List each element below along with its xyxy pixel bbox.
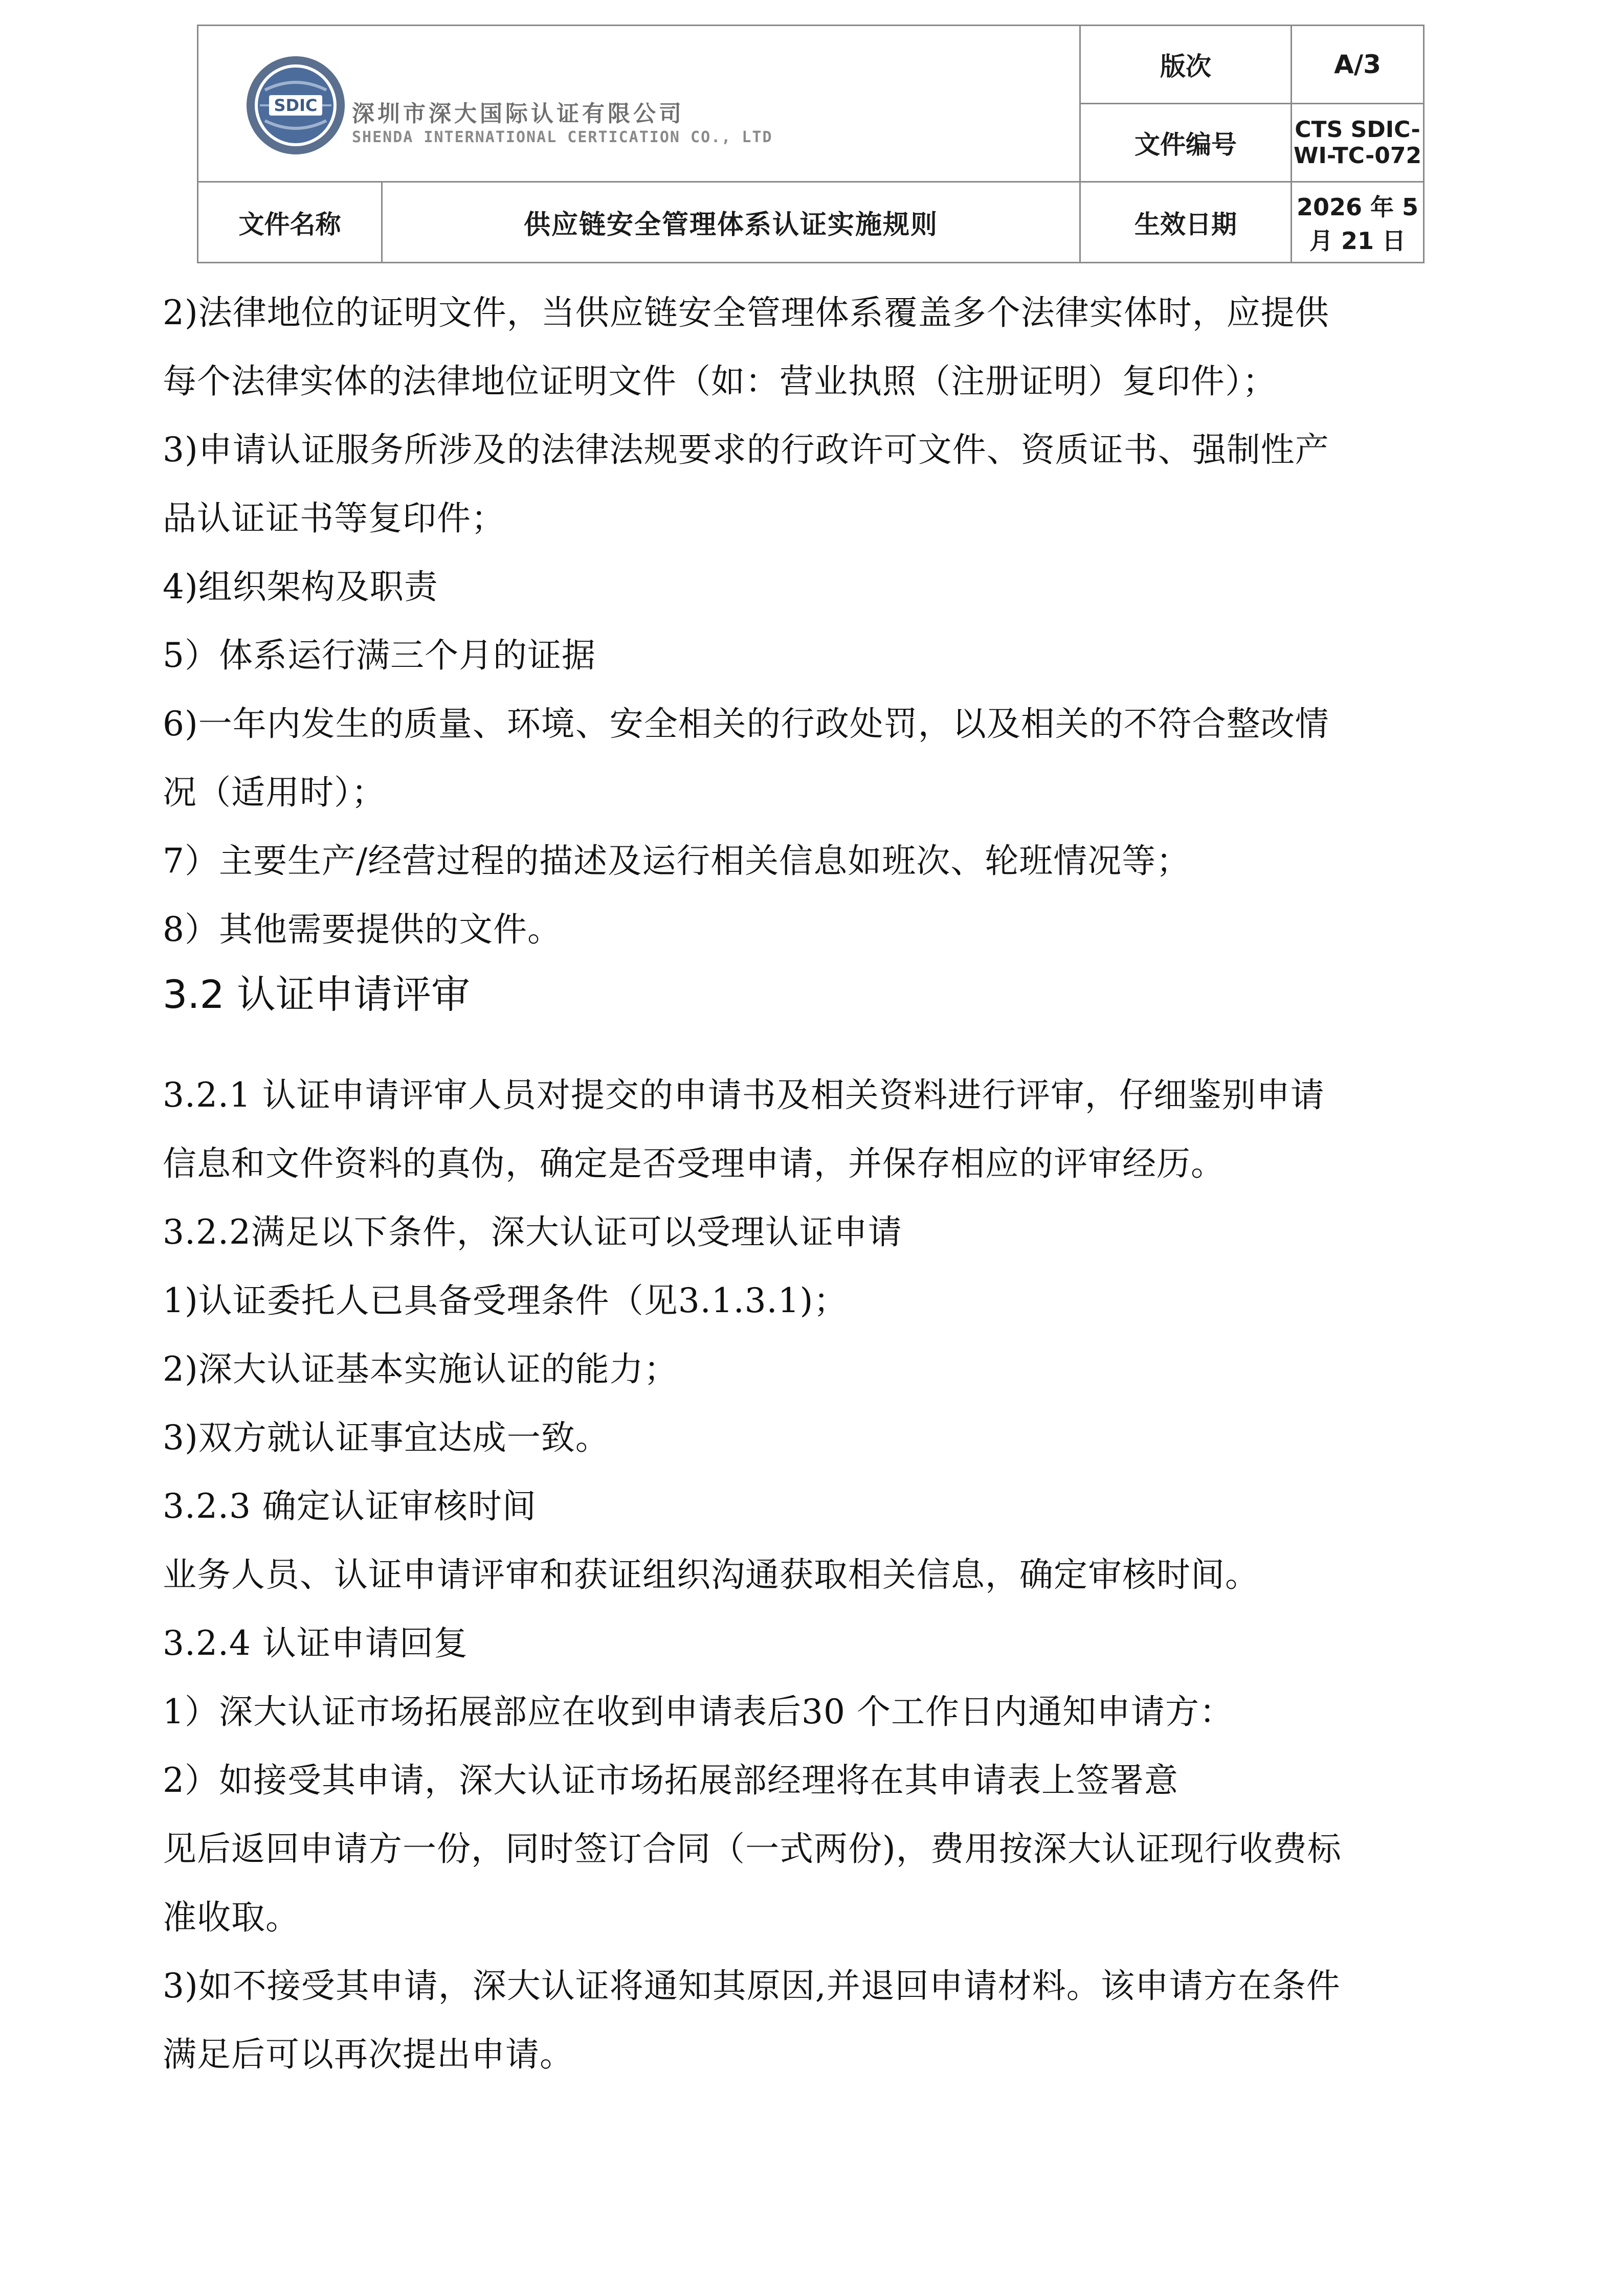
- company-name-cn: 深圳市深大国际认证有限公司: [352, 101, 684, 127]
- doc-number-value: CTS SDIC-WI-TC-072: [1292, 104, 1424, 182]
- body-line: 满足后可以再次提出申请。: [163, 2035, 574, 2074]
- body-line: 3.2.3 确定认证审核时间: [163, 1487, 537, 1526]
- effective-date-label: 生效日期: [1080, 182, 1292, 263]
- body-line: 品认证证书等复印件；: [163, 499, 505, 538]
- body-line: 见后返回申请方一份，同时签订合同（一式两份)，费用按深大认证现行收费标: [163, 1829, 1342, 1869]
- doc-number-label: 文件编号: [1080, 104, 1292, 182]
- section-heading: 3.2 认证申请评审: [163, 972, 471, 1017]
- body-line: 3.2.4 认证申请回复: [163, 1624, 468, 1663]
- body-line: 5）体系运行满三个月的证据: [163, 636, 596, 675]
- body-line: 3)申请认证服务所涉及的法律法规要求的行政许可文件、资质证书、强制性产: [163, 430, 1329, 469]
- svg-text:SDIC: SDIC: [274, 96, 318, 115]
- body-line: 2)法律地位的证明文件，当供应链安全管理体系覆盖多个法律实体时，应提供: [163, 293, 1329, 332]
- body-line: 3)双方就认证事宜达成一致。: [163, 1418, 610, 1457]
- body-line: 7）主要生产/经营过程的描述及运行相关信息如班次、轮班情况等；: [163, 841, 1191, 881]
- body-line: 3)如不接受其申请，深大认证将通知其原因,并退回申请材料。该申请方在条件: [163, 1966, 1341, 2006]
- doc-name-value: 供应链安全管理体系认证实施规则: [382, 182, 1080, 263]
- body-line: 准收取。: [163, 1898, 300, 1937]
- body-line: 信息和文件资料的真伪，确定是否受理申请，并保存相应的评审经历。: [163, 1144, 1225, 1183]
- body-line: 2）如接受其申请，深大认证市场拓展部经理将在其申请表上签署意: [163, 1761, 1178, 1800]
- body-line: 3.2.2满足以下条件，深大认证可以受理认证申请: [163, 1212, 902, 1252]
- body-line: 业务人员、认证申请评审和获证组织沟通获取相关信息，确定审核时间。: [163, 1555, 1259, 1594]
- body-line: 4)组织架构及职责: [163, 567, 438, 606]
- body-line: 2)深大认证基本实施认证的能力；: [163, 1349, 678, 1389]
- body-line: 1）深大认证市场拓展部应在收到申请表后30 个工作日内通知申请方：: [163, 1692, 1234, 1731]
- company-logo-cell: [198, 26, 1080, 182]
- body-line: 况（适用时）；: [163, 773, 386, 812]
- company-seal-icon: [244, 54, 347, 156]
- company-logo: [244, 54, 858, 167]
- version-value: A/3: [1292, 26, 1424, 104]
- doc-name-label: 文件名称: [198, 182, 382, 263]
- body-line: 8）其他需要提供的文件。: [163, 910, 562, 949]
- body-line: 每个法律实体的法律地位证明文件（如：营业执照（注册证明）复印件）；: [163, 362, 1277, 401]
- body-line: 6)一年内发生的质量、环境、安全相关的行政处罚，以及相关的不符合整改情: [163, 704, 1329, 744]
- body-line: 1)认证委托人已具备受理条件（见3.1.3.1)；: [163, 1281, 848, 1320]
- effective-date-value: 2026 年 5 月 21 日: [1292, 182, 1424, 263]
- version-label: 版次: [1080, 26, 1292, 104]
- body-line: 3.2.1 认证申请评审人员对提交的申请书及相关资料进行评审，仔细鉴别申请: [163, 1075, 1325, 1115]
- company-name-en: SHENDA INTERNATIONAL CERTICATION CO., LTD: [352, 128, 773, 146]
- document-header-table: [197, 25, 1425, 263]
- document-body: [163, 279, 1477, 2089]
